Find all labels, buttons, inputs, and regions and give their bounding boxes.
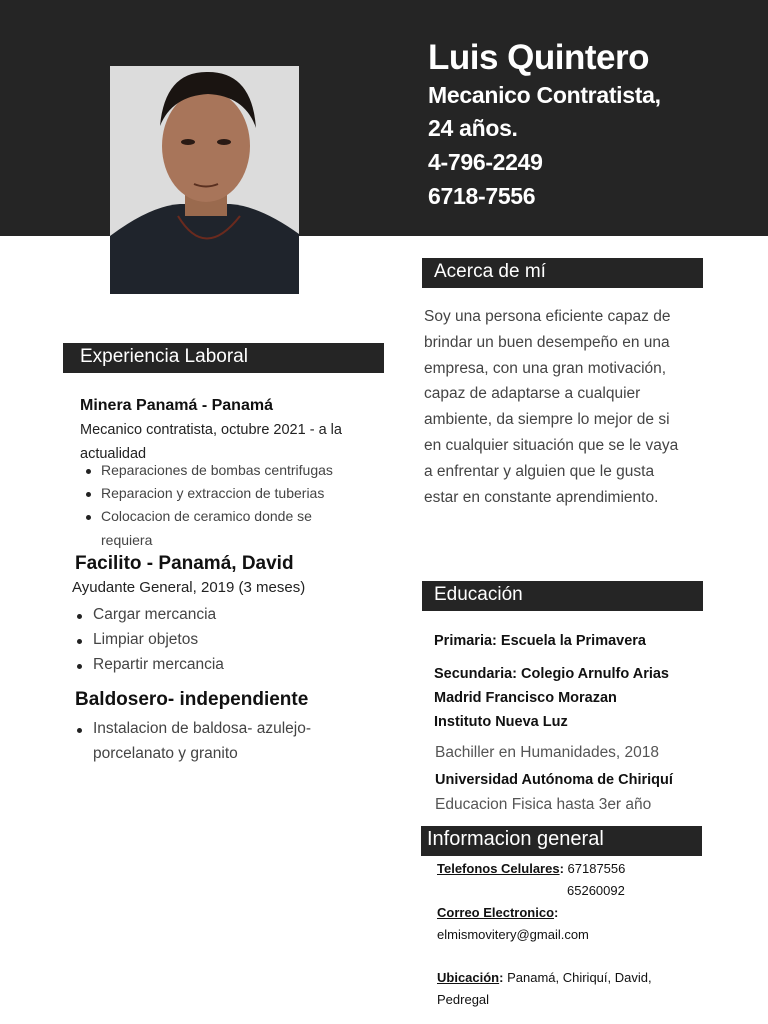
phone-primary: 4-796-2249 <box>428 149 543 175</box>
job-title: Mecanico Contratista, <box>428 82 661 108</box>
job-task: Instalacion de baldosa- azulejo- <box>93 720 311 737</box>
job-task: Reparacion y extraccion de tuberias <box>101 485 325 501</box>
job-task-cont: requiera <box>101 532 153 548</box>
education-program: Educacion Fisica hasta 3er año <box>435 796 652 813</box>
location-label: Ubicación <box>437 970 500 985</box>
education-degree: Bachiller en Humanidades, 2018 <box>435 744 660 761</box>
location-row: Ubicación: Panamá, Chiriquí, David, <box>437 970 652 985</box>
education-secondary: Secundaria: Colegio Arnulfo Arias <box>434 666 669 682</box>
job-task: Cargar mercancia <box>93 606 217 623</box>
job-task: Colocacion de ceramico donde se <box>101 508 312 524</box>
general-info-heading: Informacion general <box>421 826 702 856</box>
job-role: Mecanico contratista, octubre 2021 - a la <box>80 422 342 438</box>
bullet-icon <box>86 469 91 474</box>
job-task: Limpiar objetos <box>93 631 199 648</box>
phone-b: 65260092 <box>567 883 625 898</box>
about-heading: Acerca de mí <box>422 258 703 288</box>
location-value: Panamá, Chiriquí, David, <box>507 970 652 985</box>
job-company: Minera Panamá - Panamá <box>80 397 273 414</box>
job-role-cont: actualidad <box>80 446 147 462</box>
phones-label: Telefonos Celulares <box>437 861 560 876</box>
candidate-name: Luis Quintero <box>428 38 649 77</box>
bullet-icon <box>86 492 91 497</box>
job-task-cont: porcelanato y granito <box>93 745 238 762</box>
phone-a: 67187556 <box>567 861 626 876</box>
job-task: Reparaciones de bombas centrifugas <box>101 462 333 478</box>
job-company: Facilito - Panamá, David <box>75 553 294 574</box>
email-row: Correo Electronico: <box>437 905 559 920</box>
bullet-icon <box>77 664 82 669</box>
email-value: elmismovitery@gmail.com <box>437 927 589 942</box>
education-secondary-cont: Madrid Francisco Morazan <box>434 690 617 706</box>
phone-secondary: 6718-7556 <box>428 183 536 209</box>
bullet-icon <box>77 614 82 619</box>
profile-photo <box>110 66 299 294</box>
experience-heading: Experiencia Laboral <box>63 343 384 373</box>
education-primary: Primaria: Escuela la Primavera <box>434 633 646 649</box>
education-heading: Educación <box>422 581 703 611</box>
bullet-icon <box>86 515 91 520</box>
education-university: Universidad Autónoma de Chiriquí <box>435 772 673 788</box>
age: 24 años. <box>428 115 518 141</box>
email-label: Correo Electronico <box>437 905 555 920</box>
phones-row: Telefonos Celulares: 67187556 <box>437 861 626 876</box>
job-company: Baldosero- independiente <box>75 689 309 710</box>
job-task: Repartir mercancia <box>93 656 224 673</box>
bullet-icon <box>77 639 82 644</box>
bullet-icon <box>77 728 82 733</box>
job-role: Ayudante General, 2019 (3 meses) <box>72 579 306 596</box>
location-value-cont: Pedregal <box>437 992 490 1007</box>
about-text: Soy una persona eficiente capaz de brindar un buen desempeño en una empresa, con una gran motivación, capaz de adaptarse a cualquier ambiente, da siempre lo mejor de si en cualquier situación que se le vaya a enfrentar y alguien que le gusta estar en constante aprendimiento. <box>424 308 679 506</box>
education-secondary-cont: Instituto Nueva Luz <box>434 714 568 730</box>
